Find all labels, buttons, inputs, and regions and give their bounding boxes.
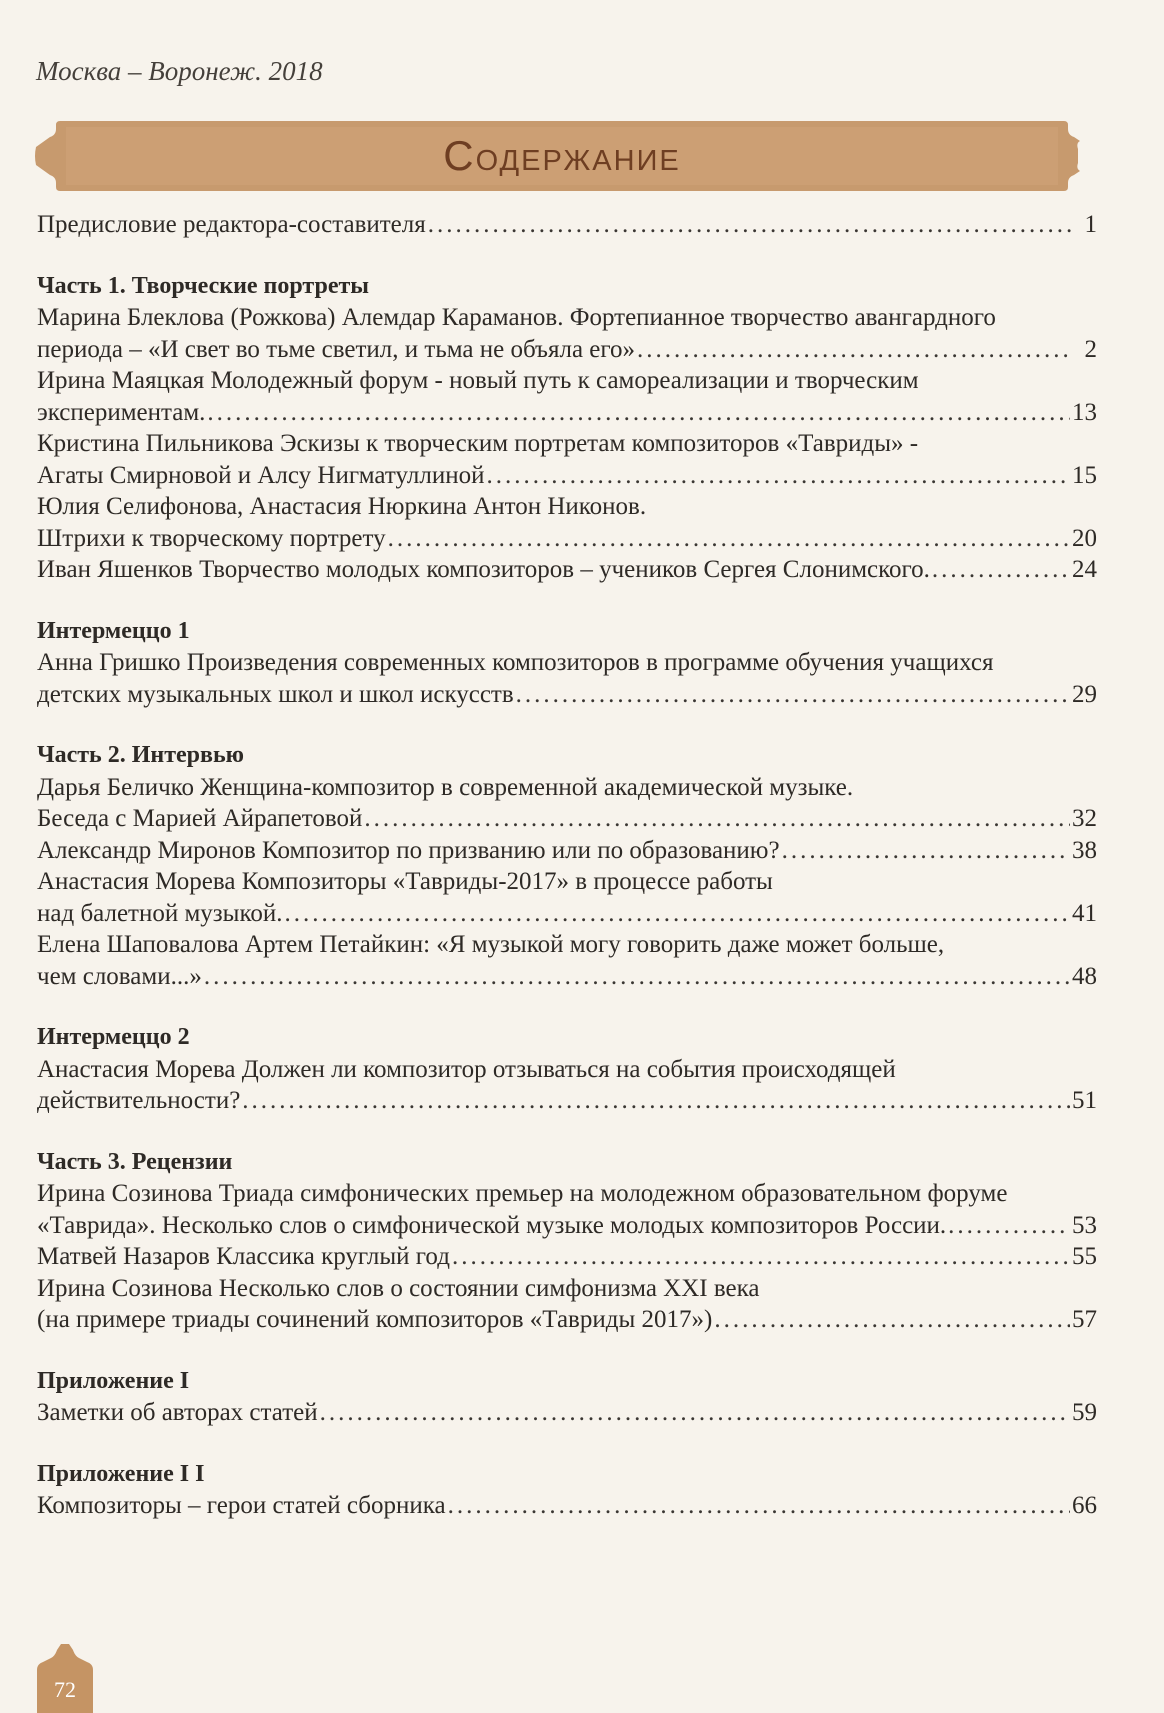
toc-entry[interactable]: Анастасия Морева Композиторы «Тавриды-2017» в процессе работы над балетной музыкой. ..... 41 bbox=[37, 866, 1097, 929]
dot-leader bbox=[714, 1304, 1070, 1336]
page-number: 2 bbox=[1084, 335, 1097, 363]
dot-leader bbox=[516, 679, 1070, 711]
dot-leader bbox=[486, 460, 1070, 492]
toc-entry[interactable]: Елена Шаповалова Артем Петайкин: «Я музыкой могу говорить даже может больше, чем словами...» ..... 48 bbox=[37, 929, 1097, 992]
toc-entry[interactable]: Анна Гришко Произведения современных композиторов в программе обучения учащихся детских музыкальных школ и школ искусств ..... 29 bbox=[37, 647, 1097, 710]
dot-leader bbox=[242, 1085, 1070, 1117]
contents-title: Содержание bbox=[443, 132, 681, 179]
dot-leader bbox=[637, 334, 1073, 366]
section-heading-appendix-1: Приложение I bbox=[37, 1367, 190, 1394]
page-number: 51 bbox=[1072, 1087, 1097, 1114]
dot-leader bbox=[204, 961, 1070, 993]
dot-leader bbox=[948, 1210, 1070, 1242]
section-heading-part-1: Часть 1. Творческие портреты bbox=[37, 272, 370, 299]
toc-entry[interactable]: Ирина Маяцкая Молодежный форум - новый путь к самореализации и творческим экспериментам. ..... 13 bbox=[37, 365, 1097, 428]
dot-leader bbox=[448, 1490, 1070, 1522]
page-number: 24 bbox=[1072, 556, 1097, 583]
contents-banner bbox=[32, 115, 1092, 197]
dot-leader bbox=[320, 1397, 1070, 1429]
toc-entry[interactable]: Александр Миронов Композитор по призванию или по образованию? ..... 38 bbox=[37, 835, 1097, 867]
toc-entry[interactable]: Матвей Назаров Классика круглый год ..... 55 bbox=[37, 1241, 1097, 1273]
page-number: 57 bbox=[1072, 1306, 1097, 1333]
toc-entry[interactable]: Композиторы – герои статей сборника ..... 66 bbox=[37, 1490, 1097, 1522]
page-number: 15 bbox=[1072, 461, 1097, 489]
page-number-badge bbox=[37, 1644, 93, 1713]
page-number: 41 bbox=[1072, 899, 1097, 927]
page-number: 32 bbox=[1072, 805, 1097, 832]
page-number: 59 bbox=[1072, 1399, 1097, 1426]
toc-entry[interactable]: Юлия Селифонова, Анастасия Нюркина Антон Никонов. Штрихи к творческому портрету ..... 20 bbox=[37, 491, 1097, 554]
dot-leader bbox=[452, 1241, 1070, 1273]
page-number: 48 bbox=[1072, 962, 1097, 990]
page-number: 53 bbox=[1072, 1211, 1097, 1239]
toc-entry[interactable]: Кристина Пильникова Эскизы к творческим портретам композиторов «Тавриды» - Агаты Смирновой и Алсу Нигматуллиной ..... 15 bbox=[37, 428, 1097, 491]
toc-entry[interactable]: Ирина Созинова Несколько слов о состоянии симфонизма XXI века (на примере триады сочинений композиторов «Тавриды 2017») ..... 57 bbox=[37, 1273, 1097, 1336]
page-number: 55 bbox=[1072, 1243, 1097, 1270]
toc-entry[interactable]: Анастасия Морева Должен ли композитор отзываться на события происходящей действительности? ..... 51 bbox=[37, 1054, 1097, 1117]
dot-leader bbox=[388, 523, 1070, 555]
dot-leader bbox=[428, 209, 1073, 241]
section-heading-part-3: Часть 3. Рецензии bbox=[37, 1148, 233, 1175]
page-number: 29 bbox=[1072, 680, 1097, 708]
toc-entry-preface[interactable]: Предисловие редактора-составителя ..... 1 bbox=[37, 209, 1097, 241]
toc-entry[interactable]: Ирина Созинова Триада симфонических премьер на молодежном образовательном форуме «Таврида». Несколько слов о симфонической музыке молодых композиторов России. ..... 53 bbox=[37, 1178, 1097, 1241]
table-of-contents bbox=[37, 209, 1097, 1522]
dot-leader bbox=[284, 898, 1070, 930]
page-number: 13 bbox=[1072, 398, 1097, 426]
page-number: 38 bbox=[1072, 836, 1097, 864]
section-heading-appendix-2: Приложение I I bbox=[37, 1460, 205, 1487]
running-head: Москва – Воронеж. 2018 bbox=[36, 56, 323, 86]
section-heading-part-2: Часть 2. Интервью bbox=[37, 742, 245, 768]
dot-leader bbox=[782, 835, 1070, 867]
dot-leader bbox=[932, 554, 1070, 586]
page-number: 66 bbox=[1072, 1492, 1097, 1519]
toc-entry[interactable]: Марина Блеклова (Рожкова) Алемдар Караманов. Фортепианное творчество авангардного периода – «И свет во тьме светил, и тьма не объяла его» ..... 2 bbox=[37, 302, 1097, 365]
page-number: 20 bbox=[1072, 524, 1097, 552]
dot-leader bbox=[364, 803, 1070, 835]
toc-entry[interactable]: Дарья Беличко Женщина-композитор в современной академической музыке. Беседа с Марией Айрапетовой ..... 32 bbox=[37, 772, 1097, 835]
page-number-footer: 72 bbox=[54, 1677, 76, 1702]
section-heading-intermezzo-1: Интермеццо 1 bbox=[37, 617, 190, 644]
page-number: 1 bbox=[1084, 211, 1097, 238]
section-heading-intermezzo-2: Интермеццо 2 bbox=[37, 1024, 190, 1050]
toc-entry[interactable]: Иван Яшенков Творчество молодых композиторов – учеников Сергея Слонимского. ..... 24 bbox=[37, 554, 1097, 586]
dot-leader bbox=[207, 397, 1070, 429]
toc-entry[interactable]: Заметки об авторах статей ..... 59 bbox=[37, 1397, 1097, 1429]
